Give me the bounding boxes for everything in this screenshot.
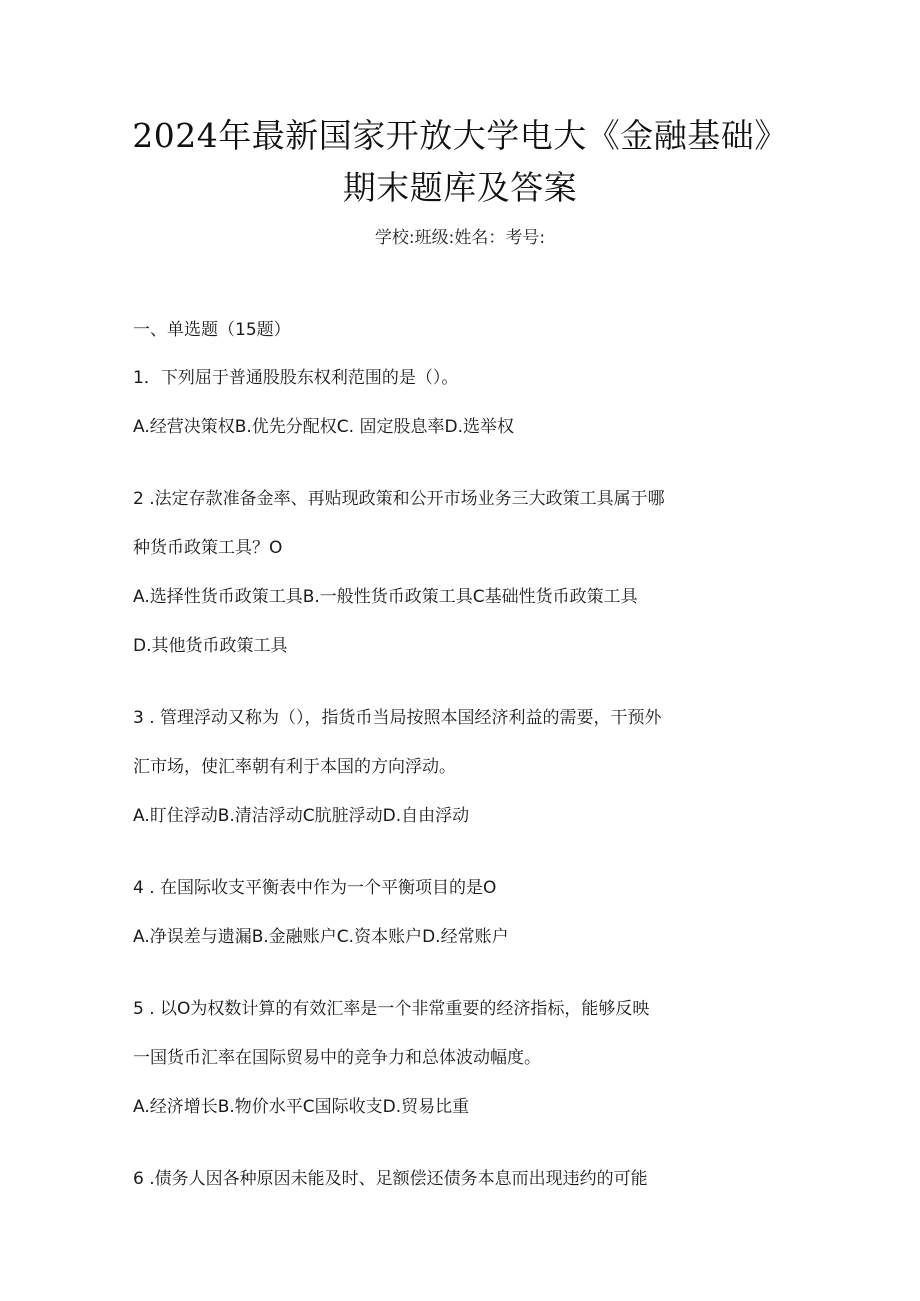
student-info-line: 学校:班级:姓名：考号: (374, 228, 546, 248)
question-4-text: 4 . 在国际收支平衡表中作为一个平衡项目的是O (133, 878, 497, 898)
question-5-text: 5 . 以O为权数计算的有效汇率是一个非常重要的经济指标，能够反映 (133, 999, 650, 1019)
document-title-line-1: 2024年最新国家开放大学电大《金融基础》 (132, 116, 788, 155)
question-2-options: A.选择性货币政策工具B.一般性货币政策工具C基础性货币政策工具 (133, 587, 638, 607)
question-2-options-cont: D.其他货币政策工具 (133, 636, 288, 656)
question-2-text-cont: 种货币政策工具？O (133, 538, 283, 558)
question-4-options: A.净误差与遗漏B.金融账户C.资本账户D.经常账户 (133, 927, 509, 947)
question-1-text: 1．下列屈于普通股股东权利范围的是（）。 (133, 368, 459, 388)
question-6-text: 6 .债务人因各种原因未能及时、足额偿还债务本息而出现违约的可能 (133, 1169, 648, 1189)
question-2-text: 2 .法定存款准备金率、再贴现政策和公开市场业务三大政策工具属于哪 (133, 489, 665, 509)
question-1-options: A.经营决策权B.优先分配权C. 固定股息率D.选举权 (133, 417, 514, 437)
question-5-options: A.经济增长B.物价水平C国际收支D.贸易比重 (133, 1097, 470, 1117)
question-3-text: 3 . 管理浮动又称为（），指货币当局按照本国经济利益的需要，干预外 (133, 708, 662, 728)
document-title-line-2: 期末题库及答案 (342, 168, 578, 207)
section-heading: 一、单选题（15题） (133, 320, 291, 340)
question-3-options: A.盯住浮动B.清洁浮动C肮脏浮动D.自由浮动 (133, 806, 470, 826)
question-3-text-cont: 汇市场，使汇率朝有利于本国的方向浮动。 (133, 757, 456, 777)
question-5-text-cont: 一国货币汇率在国际贸易中的竞争力和总体波动幅度。 (133, 1048, 541, 1068)
